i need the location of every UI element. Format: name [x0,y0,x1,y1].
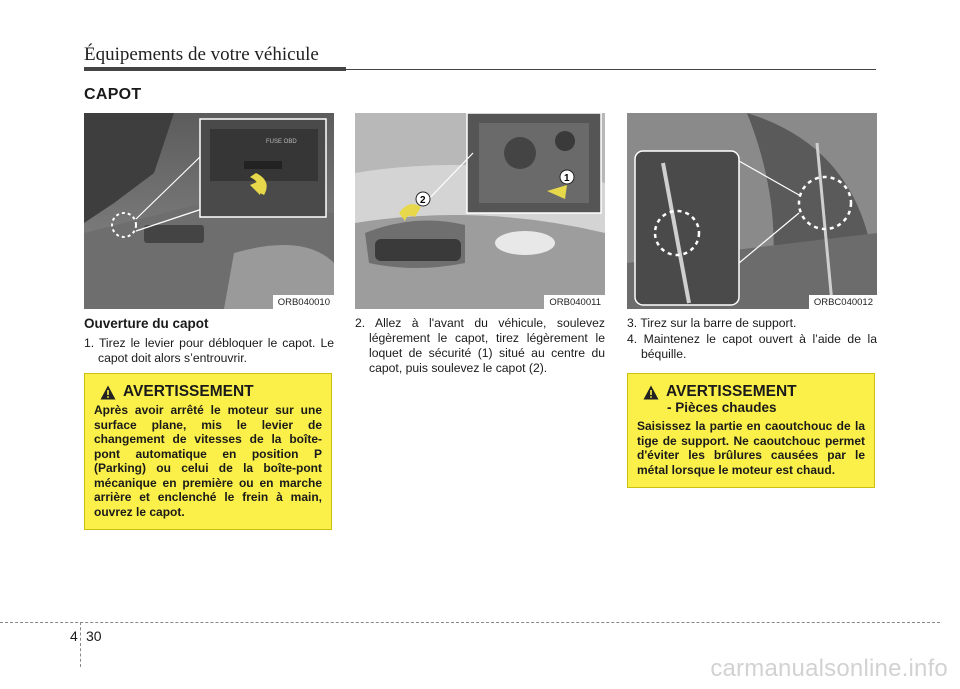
step-1: 1. Tirez le levier pour débloquer le capot. Le capot doit alors s’entrouvrir. [84,336,334,365]
warning-box-hot-parts [627,373,875,488]
warning-box [84,373,332,530]
warning-body: Après avoir arrêté le moteur sur une surface plane, mis le levier de changement de vitesses de la boîte-pont automatique en position P (Parking) ou celui de la boîte-pont mécanique en première ou en marche arrière et enclenché le frein à main, ouvrez le capot. [94,403,322,519]
callout-2: 2 [420,195,426,206]
section-title: CAPOT [84,86,142,103]
warning-body: Saisissez la partie en caoutchouc de la tige de support. Ne caoutchouc permet d'éviter les brûlures causées par le métal lorsque le moteur est chaud. [637,419,865,477]
warning-triangle-icon [643,385,659,400]
figure-support-rod [627,113,877,309]
column-1 [84,316,334,367]
watermark: carmanualsonline.info [710,655,948,682]
column-3 [627,316,877,363]
warning-title: AVERTISSEMENT [666,383,797,400]
header-rule [84,67,346,71]
figure-code: ORBC040012 [809,295,877,309]
warning-subtitle: - Pièces chaudes [667,400,777,415]
figure-hood-safety-latch [355,113,605,309]
warning-title: AVERTISSEMENT [123,383,254,400]
footer-divider [80,622,81,667]
subheading: Ouverture du capot [84,316,209,331]
warning-triangle-icon [100,385,116,400]
footer-rule [0,622,940,623]
header-rule-thin [346,69,876,71]
step-3: 3. Tirez sur la barre de support. [627,316,797,330]
page-number: 30 [86,628,102,644]
step-4: 4. Maintenez le capot ouvert à l’aide de la béquille. [627,332,877,361]
figure-code: ORB040011 [544,295,605,309]
chapter-number: 4 [70,628,78,644]
column-2 [355,316,605,377]
svg-text:FUSE OBD: FUSE OBD [266,139,297,145]
figure-code: ORB040010 [273,295,334,309]
figure-hood-release-lever [84,113,334,309]
step-2: 2. Allez à l'avant du véhicule, soulevez légèrement le capot, tirez légèrement le loquet de sécurité (1) situé au centre du capot, puis soulevez le capot (2). [355,316,605,375]
callout-1: 1 [564,173,570,184]
chapter-title: Équipements de votre véhicule [84,44,319,65]
